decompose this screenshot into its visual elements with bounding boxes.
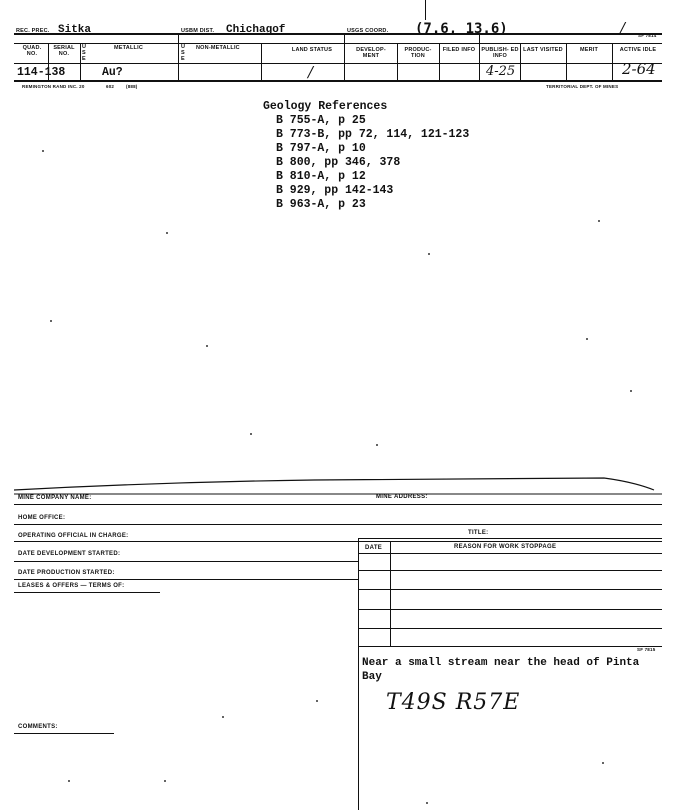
date-label: DATE [365, 545, 383, 551]
develop-label: DEVELOP- MENT [356, 47, 386, 59]
footer-code1: 602 [106, 84, 115, 89]
usbm-dist-value: Chichagof [226, 24, 286, 36]
land-status-label: LAND STATUS [291, 47, 333, 53]
usbm-dist-label: USBM DIST. [181, 28, 215, 34]
footer-left: REMINGTON RAND INC. 20 [22, 84, 85, 89]
reference-item: B 773-B, pp 72, 114, 121-123 [276, 128, 470, 141]
usgs-coord-value: (7.6, 13.6) [415, 21, 508, 37]
home-office-label: HOME OFFICE: [18, 515, 66, 521]
rec-prec-value: Sitka [58, 24, 92, 36]
rec-prec-label: REC. PREC. [16, 28, 50, 34]
filed-info-label: FILED INFO [442, 47, 476, 53]
serial-label: SERIAL NO. [53, 45, 75, 57]
footer-code2: (888) [126, 84, 138, 89]
mine-company-label: MINE COMPANY NAME: [18, 495, 92, 501]
comments-label: COMMENTS: [18, 724, 58, 730]
usgs-coord-label: USGS COORD. [347, 28, 389, 34]
footer-right: TERRITORIAL DEPT. OF MINES [546, 84, 619, 89]
reference-item: B 797-A, p 10 [276, 142, 366, 155]
metallic-value: Au? [102, 66, 123, 79]
top-rule [14, 474, 662, 496]
reference-item: B 800, pp 346, 378 [276, 156, 401, 169]
published-label: PUBLISH- ED INFO [481, 47, 519, 59]
operating-official-label: OPERATING OFFICIAL IN CHARGE: [18, 533, 129, 539]
references-title: Geology References [263, 100, 388, 113]
date-prod-label: DATE PRODUCTION STARTED: [18, 570, 115, 576]
nonmetallic-label: NON-METALLIC [196, 45, 240, 51]
reference-item: B 963-A, p 23 [276, 198, 366, 211]
quad-serial-value: 114-138 [17, 66, 66, 79]
nonmetallic-use: U S E [181, 44, 186, 62]
reference-item: B 755-A, p 25 [276, 114, 366, 127]
land-status-mark: / [308, 63, 314, 81]
published-value: 4-25 [486, 64, 516, 79]
date-dev-label: DATE DEVELOPMENT STARTED: [18, 551, 121, 557]
check-mark: / [620, 19, 626, 37]
metallic-use: U S E [82, 44, 87, 62]
form-number-top: SF 7814 [638, 33, 657, 38]
title-label: TITLE: [468, 530, 489, 536]
metallic-label: METALLIC [114, 45, 143, 51]
reference-item: B 810-A, p 12 [276, 170, 366, 183]
quad-label: QUAD. NO. [22, 45, 42, 57]
production-label: PRODUC- TION [404, 47, 432, 59]
leases-label: LEASES & OFFERS — TERMS OF: [18, 583, 125, 589]
active-idle-label: ACTIVE IDLE [619, 47, 657, 53]
reference-item: B 929, pp 142-143 [276, 184, 394, 197]
last-visited-label: LAST VISITED [523, 47, 563, 53]
active-idle-value: 2-64 [622, 60, 656, 78]
mine-address-label: MINE ADDRESS: [376, 494, 428, 500]
note-text: Near a small stream near the head of Pinta Bay [362, 657, 640, 683]
handwritten-location: T49S R57E [386, 690, 521, 715]
reason-label: REASON FOR WORK STOPPAGE [454, 544, 557, 550]
form-number-bottom: SF 7815 [637, 647, 656, 652]
merit-label: MERIT [579, 47, 599, 53]
